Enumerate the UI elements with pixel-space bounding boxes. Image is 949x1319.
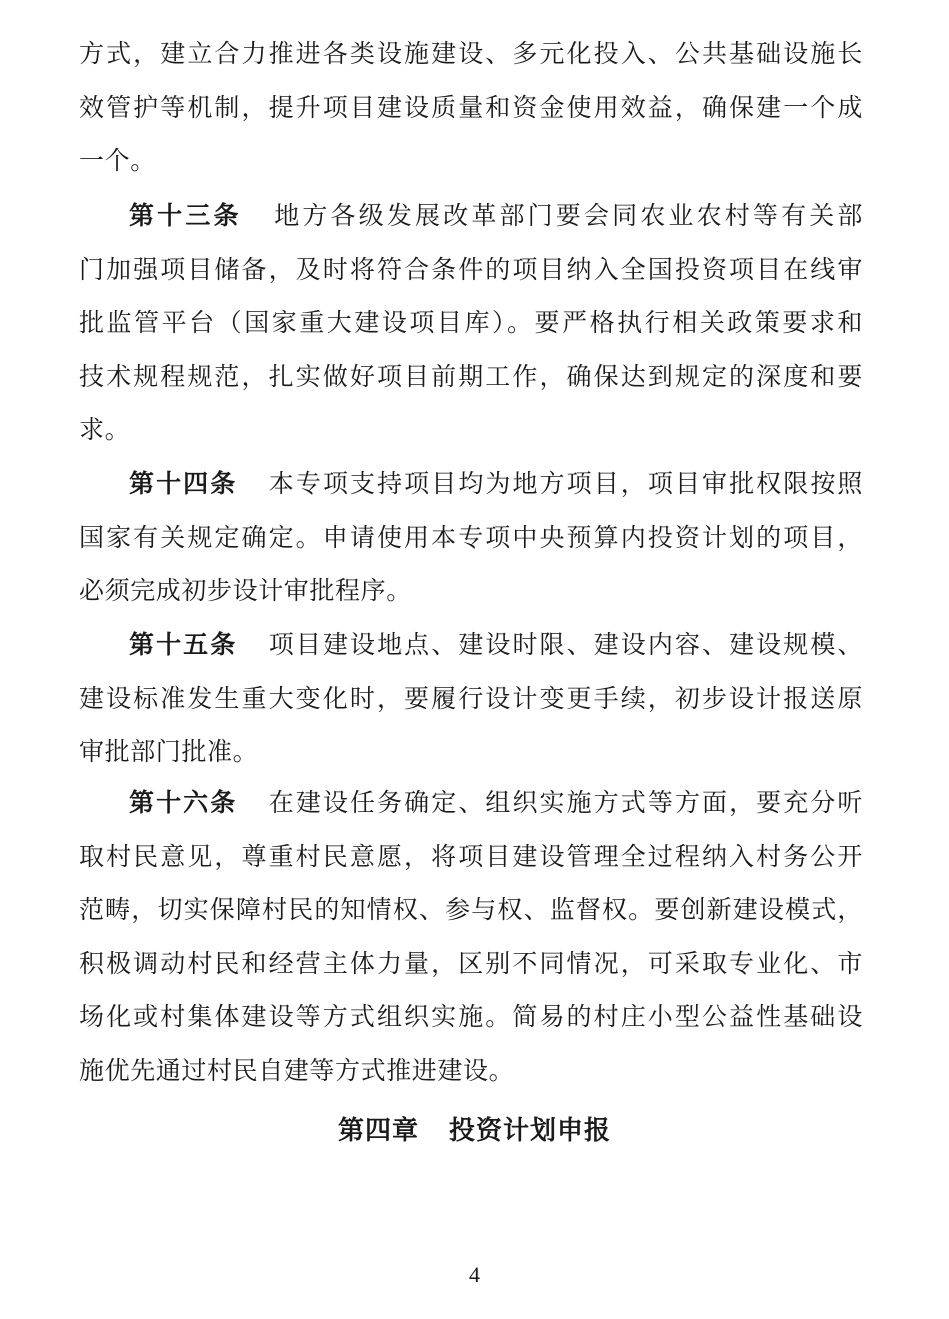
article-label: 第十六条 (129, 788, 238, 817)
article-first-line (79, 776, 863, 830)
article-16 (79, 776, 863, 1098)
article-14 (79, 457, 863, 618)
paragraph-line: 审批部门批准。 (79, 737, 259, 767)
article-label: 第十三条 (129, 201, 242, 230)
paragraph-line: 建设标准发生重大变化时，要履行设计变更手续，初步设计报送原 (79, 683, 863, 713)
article-15 (79, 618, 863, 779)
chapter-title: 投资计划申报 (449, 1116, 612, 1146)
paragraph-line: 效管护等机制，提升项目建设质量和资金使用效益，确保建一个成 (79, 92, 863, 122)
article-first-text: 在建设任务确定、组织实施方式等方面，要充分听 (267, 788, 863, 817)
article-first-line (79, 189, 863, 243)
article-13 (79, 189, 863, 457)
continuation-paragraph (79, 27, 863, 188)
paragraph-line: 范畴，切实保障村民的知情权、参与权、监督权。要创新建设模式， (79, 895, 863, 925)
paragraph-line: 批监管平台（国家重大建设项目库）。要严格执行相关政策要求和 (79, 308, 863, 338)
paragraph-line: 求。 (79, 415, 131, 445)
article-first-line (79, 457, 863, 511)
article-first-line (79, 618, 863, 672)
paragraph-line: 方式，建立合力推进各类设施建设、多元化投入、公共基础设施长 (79, 39, 863, 68)
paragraph-line: 取村民意见，尊重村民意愿，将项目建设管理全过程纳入村务公开 (79, 841, 863, 871)
article-label: 第十四条 (129, 469, 238, 498)
chapter-number: 第四章 (337, 1116, 419, 1146)
paragraph-line: 施优先通过村民自建等方式推进建设。 (79, 1055, 515, 1085)
article-label: 第十五条 (129, 630, 238, 659)
paragraph-line: 一个。 (79, 146, 156, 176)
page-number: 4 (469, 1262, 480, 1287)
article-first-text: 项目建设地点、建设时限、建设内容、建设规模、 (267, 630, 863, 659)
paragraph-line: 门加强项目储备，及时将符合条件的项目纳入全国投资项目在线审 (79, 254, 863, 284)
paragraph-line: 技术规程规范，扎实做好项目前期工作，确保达到规定的深度和要 (79, 361, 863, 391)
paragraph-line: 积极调动村民和经营主体力量，区别不同情况，可采取专业化、市 (79, 948, 863, 978)
paragraph-line: 必须完成初步设计审批程序。 (79, 576, 412, 606)
chapter-heading (0, 1110, 949, 1147)
article-first-text: 地方各级发展改革部门要会同农业农村等有关部 (271, 201, 863, 230)
article-first-text: 本专项支持项目均为地方项目，项目审批权限按照 (267, 469, 863, 498)
paragraph-line: 国家有关规定确定。申请使用本专项中央预算内投资计划的项目， (79, 522, 863, 552)
paragraph-line: 场化或村集体建设等方式组织实施。简易的村庄小型公益性基础设 (79, 1002, 863, 1032)
